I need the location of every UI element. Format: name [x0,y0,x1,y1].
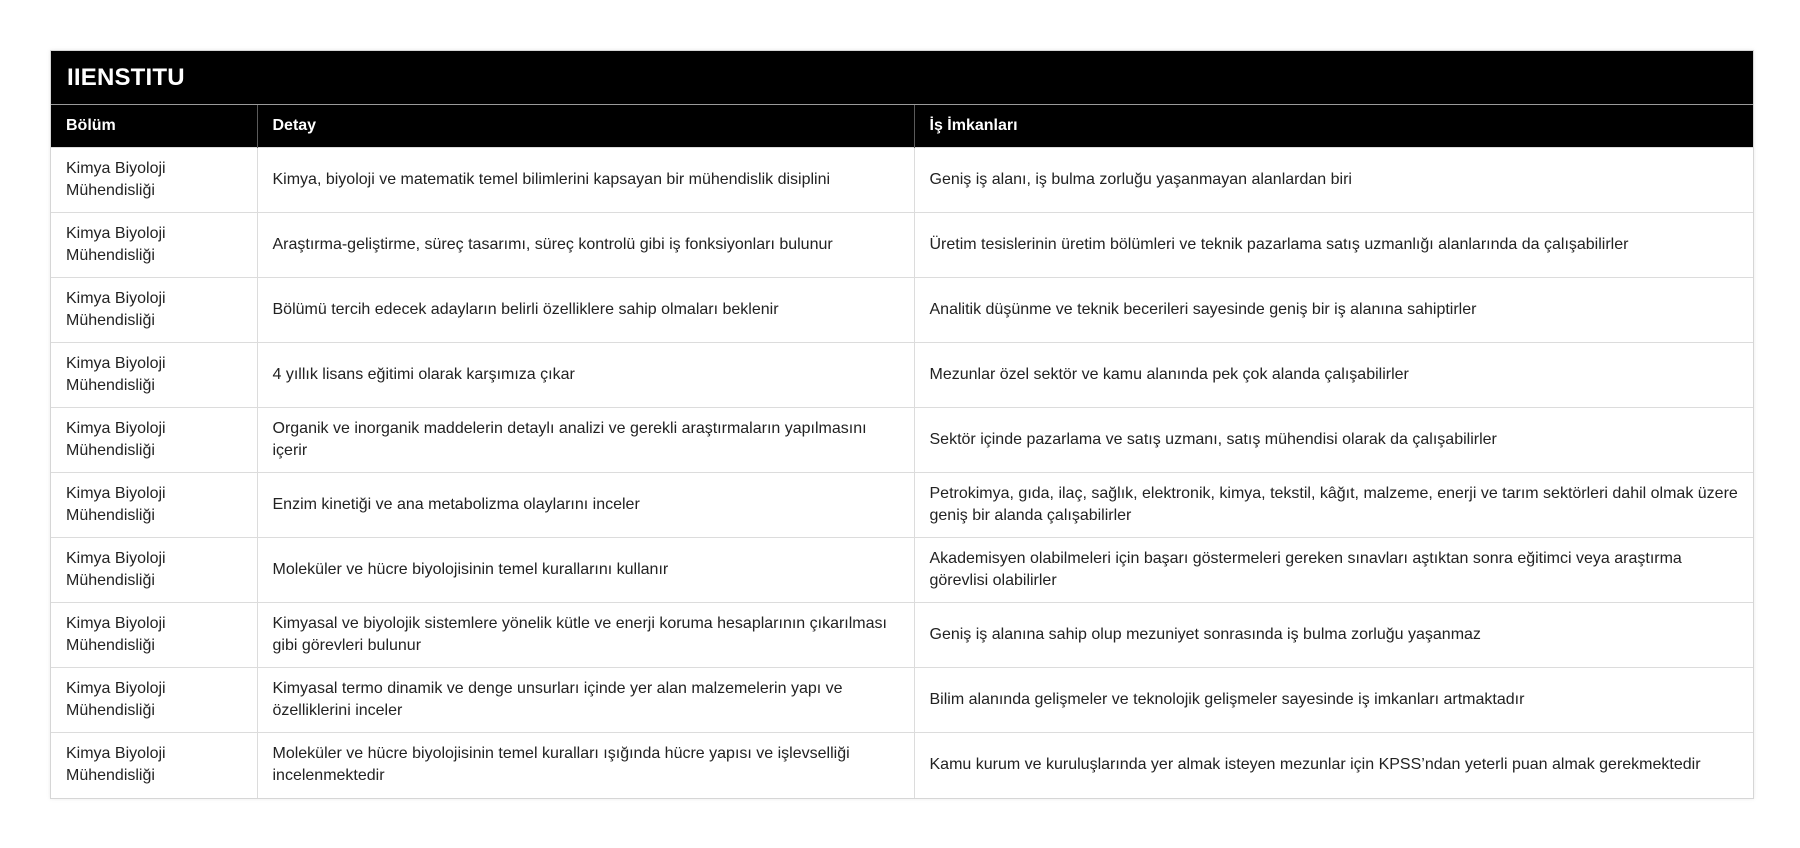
cell-detay: Moleküler ve hücre biyolojisinin temel kuralları ışığında hücre yapısı ve işlevselliği incelenmektedir [257,733,914,798]
cell-detay: Kimyasal termo dinamik ve denge unsurları içinde yer alan malzemelerin yapı ve özelliklerini inceler [257,668,914,733]
table-row [51,148,1753,213]
table-row [51,538,1753,603]
table-row [51,343,1753,408]
column-header-detay: Detay [257,105,914,148]
table-row [51,213,1753,278]
data-table [51,105,1753,798]
cell-is-imkanlari: Üretim tesislerinin üretim bölümleri ve teknik pazarlama satış uzmanlığı alanlarında da çalışabilirler [914,213,1753,278]
brand-title: IIENSTITU [51,51,1753,105]
cell-bolum: Kimya Biyoloji Mühendisliği [51,343,257,408]
cell-is-imkanlari: Petrokimya, gıda, ilaç, sağlık, elektronik, kimya, tekstil, kâğıt, malzeme, enerji ve tarım sektörleri dahil olmak üzere geniş bir alanda çalışabilirler [914,473,1753,538]
cell-bolum: Kimya Biyoloji Mühendisliği [51,408,257,473]
cell-bolum: Kimya Biyoloji Mühendisliği [51,148,257,213]
cell-detay: Kimya, biyoloji ve matematik temel bilimlerini kapsayan bir mühendislik disiplini [257,148,914,213]
cell-is-imkanlari: Kamu kurum ve kuruluşlarında yer almak isteyen mezunlar için KPSS’ndan yeterli puan almak gerekmektedir [914,733,1753,798]
cell-bolum: Kimya Biyoloji Mühendisliği [51,538,257,603]
table-row [51,603,1753,668]
table-row [51,473,1753,538]
cell-bolum: Kimya Biyoloji Mühendisliği [51,733,257,798]
cell-bolum: Kimya Biyoloji Mühendisliği [51,278,257,343]
cell-detay: Moleküler ve hücre biyolojisinin temel kurallarını kullanır [257,538,914,603]
cell-is-imkanlari: Akademisyen olabilmeleri için başarı göstermeleri gereken sınavları aştıktan sonra eğitimci veya araştırma görevlisi olabilirler [914,538,1753,603]
cell-detay: Enzim kinetiği ve ana metabolizma olaylarını inceler [257,473,914,538]
cell-is-imkanlari: Sektör içinde pazarlama ve satış uzmanı, satış mühendisi olarak da çalışabilirler [914,408,1753,473]
cell-bolum: Kimya Biyoloji Mühendisliği [51,473,257,538]
cell-detay: Araştırma-geliştirme, süreç tasarımı, süreç kontrolü gibi iş fonksiyonları bulunur [257,213,914,278]
cell-bolum: Kimya Biyoloji Mühendisliği [51,668,257,733]
table-row [51,278,1753,343]
cell-is-imkanlari: Bilim alanında gelişmeler ve teknolojik gelişmeler sayesinde iş imkanları artmaktadır [914,668,1753,733]
cell-is-imkanlari: Geniş iş alanı, iş bulma zorluğu yaşanmayan alanlardan biri [914,148,1753,213]
table-row [51,733,1753,798]
cell-bolum: Kimya Biyoloji Mühendisliği [51,603,257,668]
table-card [50,50,1754,799]
table-row [51,668,1753,733]
cell-detay: 4 yıllık lisans eğitimi olarak karşımıza çıkar [257,343,914,408]
table-row [51,408,1753,473]
cell-is-imkanlari: Mezunlar özel sektör ve kamu alanında pek çok alanda çalışabilirler [914,343,1753,408]
cell-is-imkanlari: Geniş iş alanına sahip olup mezuniyet sonrasında iş bulma zorluğu yaşanmaz [914,603,1753,668]
column-header-bolum: Bölüm [51,105,257,148]
cell-detay: Kimyasal ve biyolojik sistemlere yönelik kütle ve enerji koruma hesaplarının çıkarılması gibi görevleri bulunur [257,603,914,668]
cell-bolum: Kimya Biyoloji Mühendisliği [51,213,257,278]
cell-detay: Organik ve inorganik maddelerin detaylı analizi ve gerekli araştırmaların yapılmasını içerir [257,408,914,473]
cell-detay: Bölümü tercih edecek adayların belirli özelliklere sahip olmaları beklenir [257,278,914,343]
column-header-is-imkanlari: İş İmkanları [914,105,1753,148]
cell-is-imkanlari: Analitik düşünme ve teknik becerileri sayesinde geniş bir iş alanına sahiptirler [914,278,1753,343]
header-row [51,105,1753,148]
